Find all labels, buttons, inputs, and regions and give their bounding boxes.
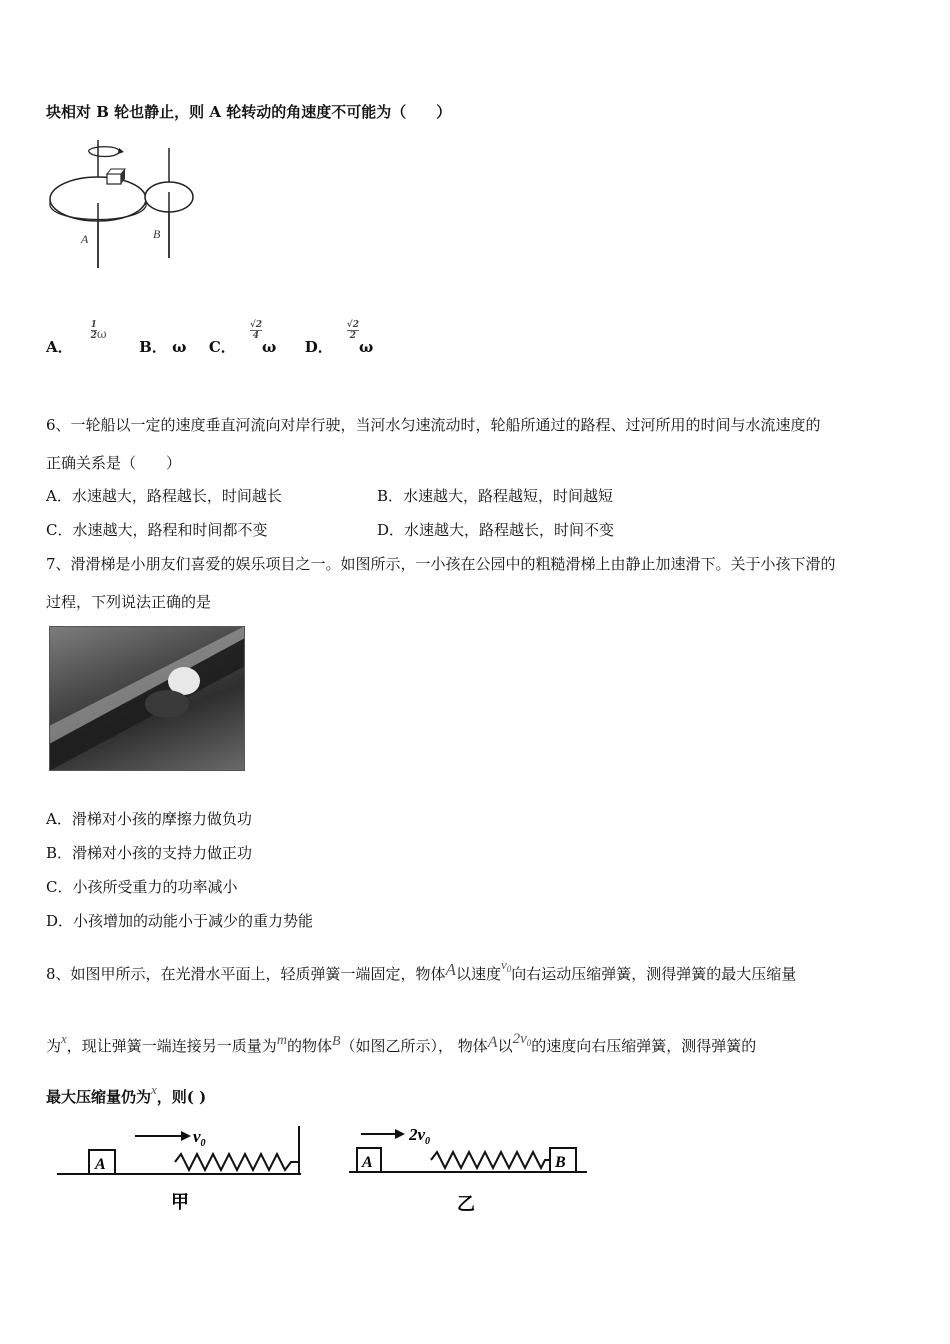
fig-jia-block-a: A: [95, 1156, 106, 1173]
var-v0: $v_0$: [500, 957, 512, 974]
fig-yi-block-a: A: [362, 1154, 373, 1171]
spring-figure-jia: [55, 1120, 310, 1215]
spring-figure-yi: [345, 1120, 590, 1215]
q6-option-b: B．水速越大，路程越短，时间越短: [377, 487, 614, 505]
q6-option-c: C．水速越大，路程和时间都不变: [46, 521, 268, 539]
q7-option-d: D．小孩增加的动能小于减少的重力势能: [46, 912, 314, 930]
q6-option-d: D．水速越大，路程越长，时间不变: [377, 521, 615, 539]
q8-stem-line3: 最大压缩量仍为x，则( ): [46, 1082, 207, 1106]
q5-option-c: C．$\frac{√2}{4}$ ω: [208, 320, 277, 356]
var-2v0: $2v_0$: [512, 1031, 532, 1048]
q6-stem-line2: 正确关系是（ ）: [46, 454, 182, 472]
var-b: B: [331, 1034, 341, 1049]
q5-option-d: D．$\frac{√2}{2}$ ω: [304, 320, 374, 356]
q5-option-a-fraction: $\frac{1}{2}$: [90, 320, 97, 341]
wheels-figure: [45, 140, 215, 275]
q5-option-a-unit: ω: [96, 327, 107, 341]
q6-stem-line1: 6、一轮船以一定的速度垂直河流向对岸行驶，当河水匀速流动时，轮船所通过的路程、过河所用的时间与水流速度的: [46, 416, 821, 434]
fig-yi-caption: 乙: [457, 1194, 475, 1215]
q7-option-b: B．滑梯对小孩的支持力做正功: [46, 844, 253, 862]
wheel-b-label: B: [153, 227, 161, 241]
wheel-a-label: A: [81, 232, 89, 246]
fig-jia-velocity: $v_0$: [193, 1127, 206, 1149]
q8-stem-line2: 为x，现让弹簧一端连接另一质量为m的物体B（如图乙所示）， 物体A以$2v_0$的速度向右压缩弹簧，测得弹簧的: [46, 1031, 757, 1055]
var-a-2: A: [487, 1034, 498, 1051]
q7-option-c: C．小孩所受重力的功率减小: [46, 878, 238, 896]
var-x: x: [61, 1031, 67, 1046]
slide-photo: [49, 626, 245, 771]
q5-option-a-label: A．: [46, 338, 73, 356]
var-m: m: [276, 1033, 287, 1048]
q7-stem-line1: 7、滑滑梯是小朋友们喜爱的娱乐项目之一。如图所示，一小孩在公园中的粗糙滑梯上由静止加速滑下。关于小孩下滑的: [46, 555, 836, 573]
q5-option-b: B． ω: [139, 338, 187, 356]
fig-yi-block-b: B: [555, 1154, 566, 1171]
q5-options: [46, 320, 373, 357]
q7-stem-line2: 过程，下列说法正确的是: [46, 593, 212, 611]
q6-option-a: A．水速越大，路程越长，时间越长: [46, 487, 282, 505]
q8-stem-line1: 8、如图甲所示，在光滑水平面上，轻质弹簧一端固定，物体A以速度$v_0$向右运动压缩弹簧，测得弹簧的最大压缩量: [46, 957, 797, 983]
q7-option-a: A．滑梯对小孩的摩擦力做负功: [46, 810, 252, 828]
fig-jia-caption: 甲: [171, 1192, 189, 1213]
q5-stem: 块相对 B 轮也静止，则 A 轮转动的角速度不可能为（ ）: [46, 103, 452, 121]
var-x-2: x: [151, 1082, 157, 1097]
fig-yi-velocity: $2v_0$: [409, 1125, 431, 1147]
var-a: A: [445, 960, 456, 979]
